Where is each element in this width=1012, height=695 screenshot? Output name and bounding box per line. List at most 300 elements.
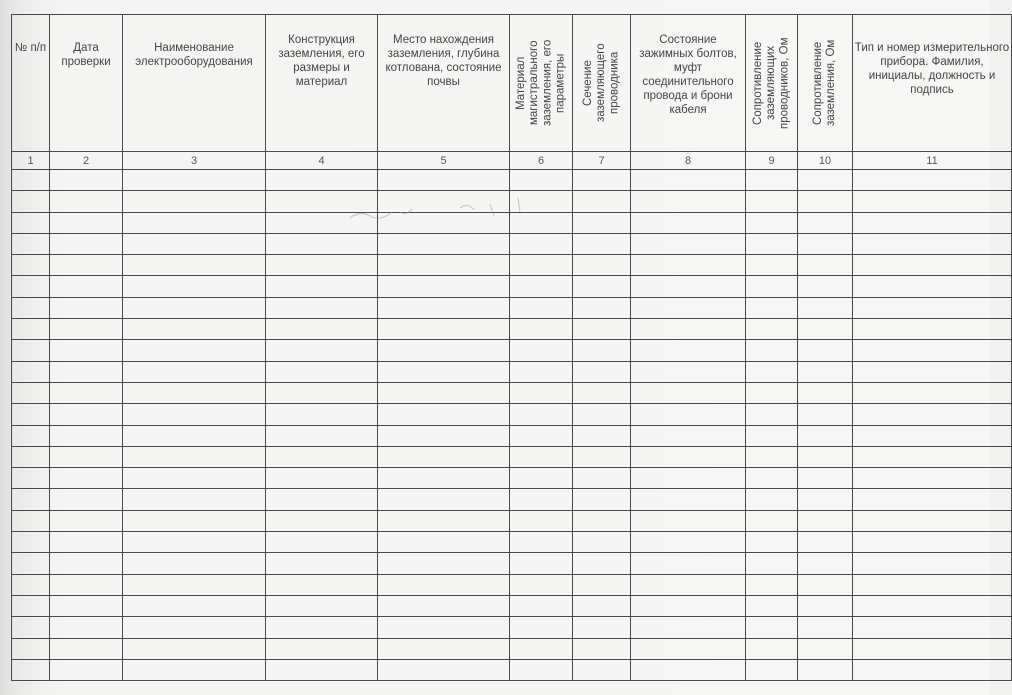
column-number: 5: [378, 152, 510, 170]
table-cell[interactable]: [746, 361, 798, 382]
table-row: [12, 170, 1012, 191]
table-cell[interactable]: [50, 574, 123, 595]
table-cell[interactable]: [631, 255, 746, 276]
table-cell[interactable]: [12, 319, 50, 340]
table-cell[interactable]: [266, 617, 378, 638]
table-cell[interactable]: [12, 532, 50, 553]
table-cell[interactable]: [853, 319, 1012, 340]
table-cell[interactable]: [510, 574, 573, 595]
table-cell[interactable]: [853, 340, 1012, 361]
table-row: [12, 191, 1012, 212]
table-cell[interactable]: [378, 233, 510, 254]
table-cell[interactable]: [266, 233, 378, 254]
table-cell[interactable]: [50, 340, 123, 361]
table-cell[interactable]: [798, 489, 853, 510]
table-cell[interactable]: [631, 510, 746, 531]
table-cell[interactable]: [50, 425, 123, 446]
table-cell[interactable]: [631, 191, 746, 212]
table-cell[interactable]: [50, 170, 123, 191]
table-cell[interactable]: [378, 340, 510, 361]
table-cell[interactable]: [50, 659, 123, 680]
table-cell[interactable]: [798, 212, 853, 233]
table-cell[interactable]: [573, 425, 631, 446]
table-cell[interactable]: [631, 276, 746, 297]
table-cell[interactable]: [266, 595, 378, 616]
table-cell[interactable]: [631, 233, 746, 254]
table-cell[interactable]: [853, 382, 1012, 403]
table-cell[interactable]: [266, 276, 378, 297]
table-cell[interactable]: [746, 617, 798, 638]
table-cell[interactable]: [378, 404, 510, 425]
table-cell[interactable]: [746, 382, 798, 403]
table-cell[interactable]: [573, 532, 631, 553]
table-cell[interactable]: [798, 404, 853, 425]
table-cell[interactable]: [631, 468, 746, 489]
header-equipment-name: Наименование электрооборудования: [123, 15, 266, 152]
table-cell[interactable]: [798, 425, 853, 446]
column-number: 4: [266, 152, 378, 170]
table-cell[interactable]: [12, 233, 50, 254]
table-cell[interactable]: [510, 340, 573, 361]
table-cell[interactable]: [510, 382, 573, 403]
table-cell[interactable]: [378, 361, 510, 382]
table-cell[interactable]: [573, 382, 631, 403]
table-cell[interactable]: [12, 404, 50, 425]
header-conductor-resistance-text: Сопротивление заземляющих проводников, Ом: [751, 37, 791, 129]
table-cell[interactable]: [746, 404, 798, 425]
table-cell[interactable]: [853, 468, 1012, 489]
table-cell[interactable]: [266, 446, 378, 467]
table-cell[interactable]: [50, 382, 123, 403]
table-cell[interactable]: [573, 255, 631, 276]
table-cell[interactable]: [266, 340, 378, 361]
table-cell[interactable]: [123, 553, 266, 574]
table-cell[interactable]: [510, 276, 573, 297]
table-cell[interactable]: [510, 617, 573, 638]
table-cell[interactable]: [510, 532, 573, 553]
table-cell[interactable]: [853, 617, 1012, 638]
table-cell[interactable]: [573, 553, 631, 574]
table-cell[interactable]: [853, 489, 1012, 510]
table-cell[interactable]: [798, 638, 853, 659]
table-cell[interactable]: [123, 638, 266, 659]
table-row: [12, 361, 1012, 382]
table-row: [12, 319, 1012, 340]
table-cell[interactable]: [798, 446, 853, 467]
table-cell[interactable]: [12, 191, 50, 212]
table-cell[interactable]: [798, 510, 853, 531]
table-cell[interactable]: [378, 468, 510, 489]
table-cell[interactable]: [573, 233, 631, 254]
table-cell[interactable]: [123, 468, 266, 489]
table-cell[interactable]: [631, 319, 746, 340]
table-cell[interactable]: [798, 255, 853, 276]
table-cell[interactable]: [631, 532, 746, 553]
table-cell[interactable]: [378, 595, 510, 616]
table-cell[interactable]: [631, 212, 746, 233]
table-cell[interactable]: [378, 489, 510, 510]
table-cell[interactable]: [50, 297, 123, 318]
table-cell[interactable]: [123, 617, 266, 638]
table-cell[interactable]: [266, 382, 378, 403]
table-cell[interactable]: [631, 361, 746, 382]
table-cell[interactable]: [853, 532, 1012, 553]
table-cell[interactable]: [746, 170, 798, 191]
table-row: [12, 297, 1012, 318]
table-cell[interactable]: [266, 489, 378, 510]
table-cell[interactable]: [853, 574, 1012, 595]
table-cell[interactable]: [510, 446, 573, 467]
table-cell[interactable]: [798, 617, 853, 638]
table-cell[interactable]: [378, 255, 510, 276]
table-cell[interactable]: [798, 191, 853, 212]
table-cell[interactable]: [798, 276, 853, 297]
table-cell[interactable]: [798, 297, 853, 318]
table-cell[interactable]: [123, 276, 266, 297]
table-cell[interactable]: [631, 489, 746, 510]
table-cell[interactable]: [853, 276, 1012, 297]
table-cell[interactable]: [631, 659, 746, 680]
table-cell[interactable]: [12, 595, 50, 616]
table-cell[interactable]: [573, 638, 631, 659]
table-cell[interactable]: [510, 595, 573, 616]
table-cell[interactable]: [378, 297, 510, 318]
table-cell[interactable]: [798, 319, 853, 340]
table-cell[interactable]: [746, 638, 798, 659]
table-cell[interactable]: [510, 489, 573, 510]
table-cell[interactable]: [266, 659, 378, 680]
table-cell[interactable]: [746, 191, 798, 212]
table-cell[interactable]: [378, 276, 510, 297]
table-cell[interactable]: [746, 510, 798, 531]
table-cell[interactable]: [510, 233, 573, 254]
table-cell[interactable]: [123, 489, 266, 510]
table-cell[interactable]: [853, 170, 1012, 191]
table-cell[interactable]: [510, 361, 573, 382]
table-cell[interactable]: [50, 489, 123, 510]
table-row: [12, 574, 1012, 595]
table-cell[interactable]: [853, 361, 1012, 382]
table-cell[interactable]: [746, 659, 798, 680]
table-cell[interactable]: [510, 319, 573, 340]
table-cell[interactable]: [573, 617, 631, 638]
table-row: [12, 489, 1012, 510]
table-cell[interactable]: [573, 489, 631, 510]
table-cell[interactable]: [798, 170, 853, 191]
table-cell[interactable]: [853, 255, 1012, 276]
table-cell[interactable]: [378, 212, 510, 233]
table-cell[interactable]: [266, 638, 378, 659]
table-cell[interactable]: [123, 574, 266, 595]
table-cell[interactable]: [573, 297, 631, 318]
table-cell[interactable]: [12, 468, 50, 489]
table-cell[interactable]: [50, 532, 123, 553]
table-row: [12, 340, 1012, 361]
table-cell[interactable]: [378, 532, 510, 553]
table-cell[interactable]: [853, 553, 1012, 574]
table-cell[interactable]: [123, 425, 266, 446]
table-cell[interactable]: [746, 255, 798, 276]
table-cell[interactable]: [853, 191, 1012, 212]
table-cell[interactable]: [573, 170, 631, 191]
table-cell[interactable]: [266, 297, 378, 318]
table-cell[interactable]: [378, 553, 510, 574]
table-cell[interactable]: [266, 468, 378, 489]
table-cell[interactable]: [50, 638, 123, 659]
table-cell[interactable]: [746, 233, 798, 254]
table-cell[interactable]: [12, 340, 50, 361]
table-cell[interactable]: [378, 319, 510, 340]
table-cell[interactable]: [378, 170, 510, 191]
table-cell[interactable]: [12, 361, 50, 382]
table-cell[interactable]: [12, 553, 50, 574]
table-cell[interactable]: [510, 638, 573, 659]
table-cell[interactable]: [853, 510, 1012, 531]
table-cell[interactable]: [12, 212, 50, 233]
table-cell[interactable]: [798, 574, 853, 595]
table-cell[interactable]: [573, 212, 631, 233]
header-grounding-resistance-text: Сопротивление заземления, Ом: [811, 39, 837, 127]
table-cell[interactable]: [798, 532, 853, 553]
table-cell[interactable]: [123, 297, 266, 318]
column-number: 6: [510, 152, 573, 170]
header-conductor-section-text: Сечение заземляющего проводника: [581, 43, 621, 123]
table-cell[interactable]: [266, 532, 378, 553]
table-cell[interactable]: [266, 191, 378, 212]
table-cell[interactable]: [12, 170, 50, 191]
table-cell[interactable]: [50, 510, 123, 531]
table-cell[interactable]: [266, 404, 378, 425]
table-cell[interactable]: [123, 382, 266, 403]
table-cell[interactable]: [510, 510, 573, 531]
table-cell[interactable]: [378, 617, 510, 638]
table-cell[interactable]: [746, 425, 798, 446]
header-conductor-resistance: [746, 15, 798, 152]
table-cell[interactable]: [378, 638, 510, 659]
table-cell[interactable]: [123, 659, 266, 680]
table-cell[interactable]: [50, 212, 123, 233]
table-cell[interactable]: [12, 574, 50, 595]
table-cell[interactable]: [746, 574, 798, 595]
table-cell[interactable]: [50, 404, 123, 425]
table-cell[interactable]: [378, 510, 510, 531]
table-row: [12, 233, 1012, 254]
table-cell[interactable]: [798, 659, 853, 680]
table-cell[interactable]: [631, 297, 746, 318]
table-cell[interactable]: [266, 170, 378, 191]
table-cell[interactable]: [510, 659, 573, 680]
table-cell[interactable]: [746, 340, 798, 361]
table-cell[interactable]: [12, 659, 50, 680]
grounding-inspection-table: [11, 14, 1012, 681]
table-cell[interactable]: [573, 574, 631, 595]
table-cell[interactable]: [123, 510, 266, 531]
table-cell[interactable]: [798, 553, 853, 574]
header-grounding-design: Конструкция заземления, его размеры и материал: [266, 15, 378, 152]
table-cell[interactable]: [746, 446, 798, 467]
table-cell[interactable]: [631, 617, 746, 638]
table-cell[interactable]: [266, 425, 378, 446]
table-cell[interactable]: [853, 425, 1012, 446]
table-cell[interactable]: [266, 361, 378, 382]
table-cell[interactable]: [746, 319, 798, 340]
table-cell[interactable]: [123, 361, 266, 382]
header-bolts-condition: Состояние зажимных болтов, муфт соединительного провода и брони кабеля: [631, 15, 746, 152]
table-cell[interactable]: [510, 553, 573, 574]
table-cell[interactable]: [510, 425, 573, 446]
table-cell[interactable]: [123, 595, 266, 616]
table-row: [12, 617, 1012, 638]
table-cell[interactable]: [746, 489, 798, 510]
table-cell[interactable]: [50, 319, 123, 340]
table-cell[interactable]: [798, 382, 853, 403]
header-row-number: № п/п: [12, 15, 50, 152]
table-cell[interactable]: [12, 255, 50, 276]
table-cell[interactable]: [12, 297, 50, 318]
table-cell[interactable]: [853, 638, 1012, 659]
table-cell[interactable]: [798, 233, 853, 254]
table-cell[interactable]: [12, 510, 50, 531]
table-cell[interactable]: [746, 212, 798, 233]
table-cell[interactable]: [510, 468, 573, 489]
table-cell[interactable]: [378, 425, 510, 446]
table-cell[interactable]: [266, 255, 378, 276]
table-cell[interactable]: [123, 340, 266, 361]
header-instrument-signature: Тип и номер измерительного прибора. Фамилия, инициалы, должность и подпись: [853, 15, 1012, 152]
header-grounding-location: Место нахождения заземления, глубина котлована, состояние почвы: [378, 15, 510, 152]
table-cell[interactable]: [12, 638, 50, 659]
table-cell[interactable]: [123, 191, 266, 212]
table-cell[interactable]: [631, 404, 746, 425]
table-cell[interactable]: [50, 191, 123, 212]
table-cell[interactable]: [378, 659, 510, 680]
table-row: [12, 510, 1012, 531]
table-cell[interactable]: [853, 659, 1012, 680]
table-cell[interactable]: [50, 361, 123, 382]
table-cell[interactable]: [50, 276, 123, 297]
table-cell[interactable]: [631, 638, 746, 659]
table-cell[interactable]: [631, 446, 746, 467]
table-cell[interactable]: [853, 233, 1012, 254]
table-cell[interactable]: [573, 319, 631, 340]
table-row: [12, 382, 1012, 403]
table-cell[interactable]: [123, 170, 266, 191]
table-body: [12, 170, 1012, 681]
table-cell[interactable]: [853, 297, 1012, 318]
table-cell[interactable]: [853, 595, 1012, 616]
table-cell[interactable]: [798, 340, 853, 361]
table-cell[interactable]: [123, 446, 266, 467]
table-cell[interactable]: [853, 212, 1012, 233]
header-main-grounding-material: [510, 15, 573, 152]
table-cell[interactable]: [798, 361, 853, 382]
table-cell[interactable]: [573, 595, 631, 616]
table-cell[interactable]: [746, 553, 798, 574]
column-number: 1: [12, 152, 50, 170]
table-cell[interactable]: [123, 532, 266, 553]
table-cell[interactable]: [12, 446, 50, 467]
table-cell[interactable]: [510, 255, 573, 276]
table-cell[interactable]: [510, 404, 573, 425]
table-cell[interactable]: [798, 595, 853, 616]
table-cell[interactable]: [746, 297, 798, 318]
table-cell[interactable]: [50, 595, 123, 616]
table-cell[interactable]: [746, 595, 798, 616]
table-cell[interactable]: [631, 553, 746, 574]
table-cell[interactable]: [573, 404, 631, 425]
table-cell[interactable]: [378, 574, 510, 595]
table-row: [12, 404, 1012, 425]
table-cell[interactable]: [510, 191, 573, 212]
table-cell[interactable]: [853, 446, 1012, 467]
table-cell[interactable]: [853, 404, 1012, 425]
table-cell[interactable]: [123, 233, 266, 254]
table-cell[interactable]: [378, 191, 510, 212]
table-cell[interactable]: [378, 446, 510, 467]
table-cell[interactable]: [631, 595, 746, 616]
table-cell[interactable]: [50, 255, 123, 276]
table-cell[interactable]: [798, 468, 853, 489]
table-cell[interactable]: [266, 553, 378, 574]
header-grounding-resistance: [798, 15, 853, 152]
table-cell[interactable]: [12, 425, 50, 446]
table-cell[interactable]: [50, 446, 123, 467]
table-row: [12, 425, 1012, 446]
table-cell[interactable]: [631, 574, 746, 595]
table-cell[interactable]: [573, 510, 631, 531]
table-cell[interactable]: [573, 340, 631, 361]
table-cell[interactable]: [378, 382, 510, 403]
table-cell[interactable]: [746, 276, 798, 297]
table-cell[interactable]: [631, 382, 746, 403]
table-cell[interactable]: [50, 617, 123, 638]
table-cell[interactable]: [746, 468, 798, 489]
table-cell[interactable]: [746, 532, 798, 553]
table-cell[interactable]: [631, 170, 746, 191]
table-cell[interactable]: [12, 276, 50, 297]
table-cell[interactable]: [510, 212, 573, 233]
table-cell[interactable]: [573, 659, 631, 680]
column-number: 8: [631, 152, 746, 170]
table-cell[interactable]: [510, 170, 573, 191]
table-cell[interactable]: [123, 404, 266, 425]
table-cell[interactable]: [266, 212, 378, 233]
table-cell[interactable]: [266, 510, 378, 531]
table-cell[interactable]: [573, 446, 631, 467]
table-cell[interactable]: [50, 553, 123, 574]
table-cell[interactable]: [266, 574, 378, 595]
table-cell[interactable]: [123, 255, 266, 276]
table-cell[interactable]: [573, 468, 631, 489]
header-main-grounding-material-text: Материал магистрального заземления, его параметры: [514, 39, 567, 127]
table-cell[interactable]: [631, 425, 746, 446]
table-cell[interactable]: [12, 382, 50, 403]
table-cell[interactable]: [12, 617, 50, 638]
table-cell[interactable]: [12, 489, 50, 510]
table-cell[interactable]: [510, 297, 573, 318]
table-cell[interactable]: [50, 468, 123, 489]
table-cell[interactable]: [123, 319, 266, 340]
table-cell[interactable]: [631, 340, 746, 361]
header-row: [12, 15, 1012, 152]
table-cell[interactable]: [573, 361, 631, 382]
table-cell[interactable]: [573, 276, 631, 297]
table-cell[interactable]: [123, 212, 266, 233]
table-cell[interactable]: [573, 191, 631, 212]
table-cell[interactable]: [266, 319, 378, 340]
table-row: [12, 638, 1012, 659]
table-cell[interactable]: [50, 233, 123, 254]
